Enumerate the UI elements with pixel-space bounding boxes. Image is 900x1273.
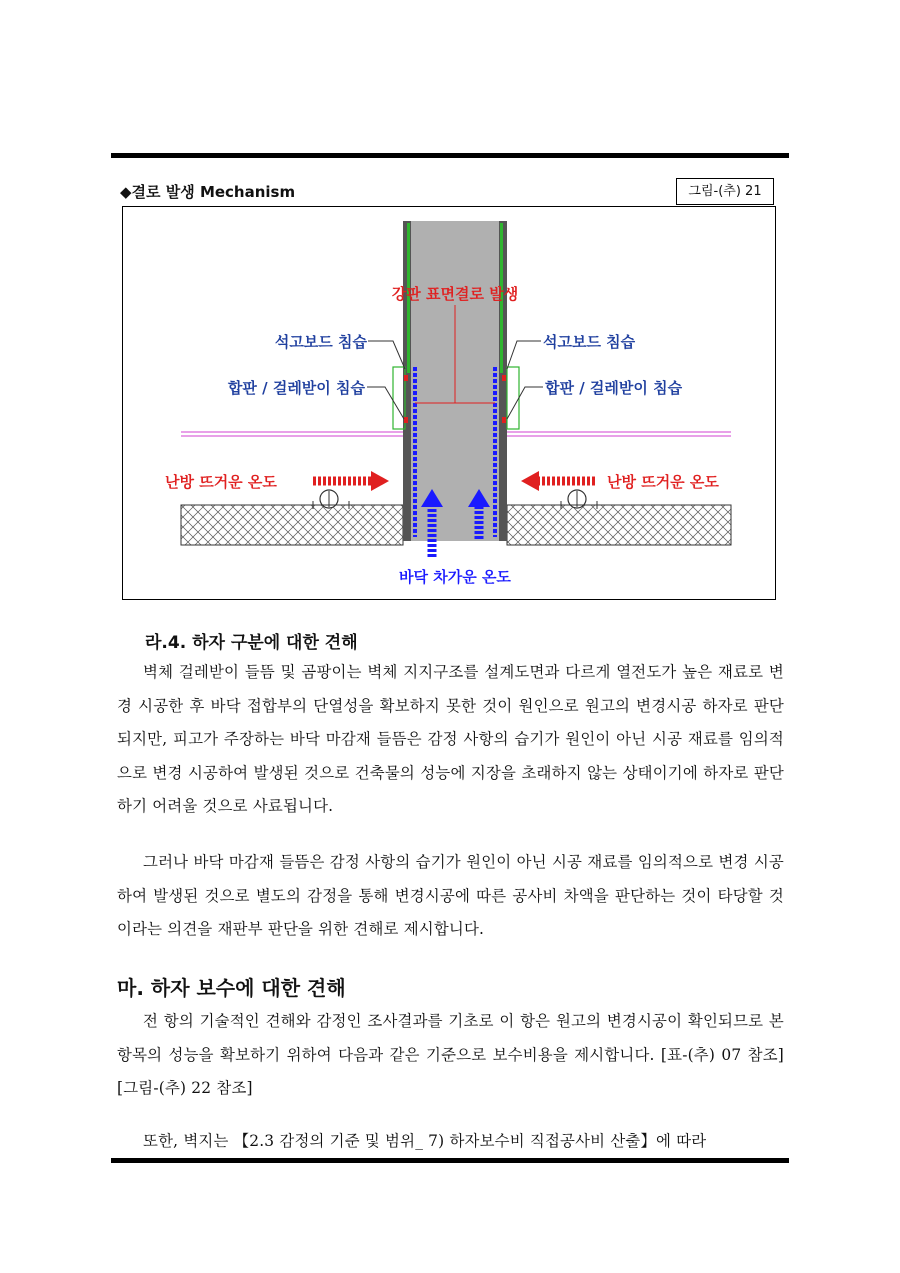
label-gypsum-left: 석고보드 침습	[274, 333, 367, 351]
label-plywood-left: 합판 / 걸레받이 침습	[227, 379, 365, 397]
baseboard-right	[507, 367, 519, 429]
floor-slab-right	[507, 505, 731, 545]
condensation-diagram	[122, 206, 776, 600]
label-floor-cold: 바닥 차가운 온도	[399, 568, 511, 586]
label-heating-left: 난방 뜨거운 온도	[165, 473, 277, 491]
moisture-mark-right-2	[502, 417, 506, 423]
moisture-mark-left-1	[404, 375, 408, 381]
figure-title: ◆결로 발생 Mechanism	[120, 183, 296, 201]
heat-arrow-right	[521, 471, 597, 491]
label-plywood-right: 합판 / 걸레받이 침습	[545, 379, 683, 397]
paragraph-ma-1: 전 항의 기술적인 견해와 감정인 조사결과를 기초로 이 항은 원고의 변경시공이 확인되므로 본 항목의 성능을 확보하기 위하여 다음과 같은 기준으로 보수비용을 제시합니다. [표-(추) 07 참조][그림-(추) 22 참조]	[117, 1012, 784, 1097]
leader-gypsum-left	[368, 341, 405, 369]
heat-arrow-left	[313, 471, 389, 491]
header-rule	[111, 153, 789, 158]
diagram-svg	[123, 207, 775, 599]
paragraph-ra4-1: 벽체 걸레받이 들뜸 및 곰팡이는 벽체 지지구조를 설계도면과 다르게 열전도가 높은 재료로 변경 시공한 후 바닥 접합부의 단열성을 확보하지 못한 것이 원인으로 원고의 변경시공 하자로 판단되지만, 피고가 주장하는 바닥 마감재 들뜸은 감정 사항의 습기가 원인이 아닌 시공 재료를 임의적으로 변경 시공하여 발생된 것으로 건축물의 성능에 지장을 초래하지 않는 상태이기에 하자로 판단하기 어려울 것으로 사료됩니다.	[117, 663, 784, 815]
floor-slab-left	[181, 505, 403, 545]
label-heating-right: 난방 뜨거운 온도	[607, 473, 719, 491]
leader-plywood-right	[507, 387, 543, 419]
leader-plywood-left	[367, 387, 404, 419]
leader-gypsum-right	[507, 341, 541, 369]
section-heading-ma: 마. 하자 보수에 대한 견해	[117, 976, 346, 1000]
moisture-mark-right-1	[502, 375, 506, 381]
label-gypsum-right: 석고보드 침습	[543, 333, 636, 351]
paragraph-ma-2: 또한, 벽지는 【2.3 감정의 기준 및 범위_ 7) 하자보수비 직접공사비 산출】에 따라	[143, 1132, 707, 1150]
label-steel-condensation: 강판 표면결로 발생	[391, 285, 519, 303]
figure-label: 그림-(추) 21	[676, 178, 774, 205]
section-heading-ra4: 라.4. 하자 구분에 대한 견해	[145, 633, 358, 653]
moisture-mark-left-2	[404, 417, 408, 423]
paragraph-ra4-2: 그러나 바닥 마감재 들뜸은 감정 사항의 습기가 원인이 아닌 시공 재료를 임의적으로 변경 시공하여 발생된 것으로 별도의 감정을 통해 변경시공에 따른 공사비 차액을 판단하는 것이 타당할 것이라는 의견을 재판부 판단을 위한 견해로 제시합니다.	[117, 853, 784, 938]
footer-rule	[111, 1158, 789, 1163]
